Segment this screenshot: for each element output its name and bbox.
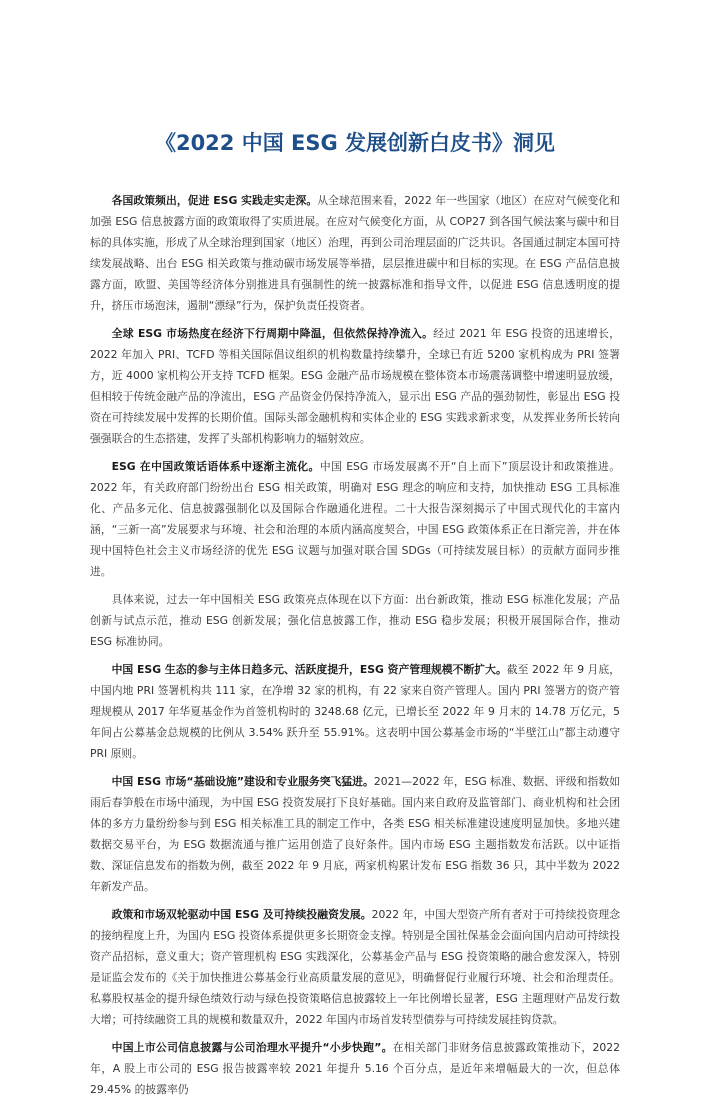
paragraph-text: 2021—2022 年，ESG 标准、数据、评级和指数如雨后春笋般在市场中涌现，为中国 ESG 投资发展打下良好基础。国内来自政府及监管部门、商业机构和社会团体的多方力量纷纷参与到 ESG 相关标准工具的制定工作中，各类 ESG 相关标准建设速度明显加快。多地兴建数据交易平台，为 ESG 数据流通与推广运用创造了良好条件。国内市场 ESG 主题指数发布活跃。以中证指数、深证信息发布的指数为例，截至 2022 年 9 月底，两家机构累计发布 ESG 指数 36 只，其中半数为 2022 年新发产品。 [90, 775, 620, 893]
paragraph-lead: 各国政策频出，促进 ESG 实践走实走深。 [111, 194, 318, 207]
paragraph-text: 中国 ESG 市场发展离不开“自上而下”顶层设计和政策推进。2022 年，有关政府部门纷纷出台 ESG 相关政策，明确对 ESG 理念的响应和支持，加快推动 ESG 工具标准化、产品多元化、信息披露强制化以及国际合作融通化进程。二十大报告深刻揭示了中国式现代化的丰富内涵，“三新一高”发展要求与环境、社会和治理的本质内涵高度契合，中国 ESG 政策体系正在日渐完善，并在体现中国特色社会主义市场经济的优先 ESG 议题与加强对联合国 SDGs（可持续发展目标）的贡献方面同步推进。 [90, 460, 620, 578]
paragraph-text: 从全球范围来看，2022 年一些国家（地区）在应对气候变化和加强 ESG 信息披露方面的政策取得了实质进展。在应对气候变化方面，从 COP27 到各国气候法案与碳中和目标的具体实施，形成了从全球治理到国家（地区）治理，再到公司治理层面的广泛共识。各国通过制定本国可持续发展战略、出台 ESG 相关政策与推动碳市场发展等举措，层层推进碳中和目标的实现。在 ESG 产品信息披露方面，欧盟、美国等经济体分别推进具有强制性的统一披露标准和指导文件，以促进 ESG 信息透明度的提升，挤压市场泡沫，遏制“漂绿”行为，保护负责任投资者。 [90, 194, 620, 312]
paragraph-text: 经过 2021 年 ESG 投资的迅速增长，2022 年加入 PRI、TCFD 等相关国际倡议组织的机构数量持续攀升，全球已有近 5200 家机构成为 PRI 签署方，近 4000 家机构公开支持 TCFD 框架。ESG 金融产品市场规模在整体资本市场震荡调整中增速明显放缓，但相较于传统金融产品的净流出，ESG 产品资金仍保持净流入，显示出 ESG 产品的强劲韧性，彰显出 ESG 投资在可持续发展中发挥的长期价值。国际头部金融机构和实体企业的 ESG 实践求新求变，从发挥业务所长转向强强联合的生态搭建，发挥了头部机构影响力的辐射效应。 [90, 327, 621, 445]
paragraph [90, 659, 620, 764]
paragraph-lead: 中国 ESG 市场“基础设施”建设和专业服务突飞猛进。 [111, 775, 374, 788]
paragraph [90, 1037, 620, 1100]
paragraph-lead: 全球 ESG 市场热度在经济下行周期中降温，但依然保持净流入。 [111, 327, 434, 340]
body-text [90, 190, 620, 1100]
paragraph-lead: 中国 ESG 生态的参与主体日趋多元、活跃度提升，ESG 资产管理规模不断扩大。 [111, 663, 507, 676]
paragraph-text: 在相关部门非财务信息披露政策推动下，2022 年，A 股上市公司的 ESG 报告披露率较 2021 年提升 5.16 个百分点，是近年来增幅最大的一次，但总体 29.45% 的披露率仍 [90, 1041, 620, 1096]
paragraph [90, 771, 620, 897]
paragraph-text: 具体来说，过去一年中国相关 ESG 政策亮点体现在以下方面：出台新政策，推动 ESG 标准化发展；产品创新与试点示范，推动 ESG 创新发展；强化信息披露工作，推动 ESG 稳步发展；积极开展国际合作，推动 ESG 标准协同。 [90, 593, 620, 648]
paragraph [90, 456, 620, 582]
paragraph-text: 2022 年，中国大型资产所有者对于可持续投资理念的接纳程度上升，为国内 ESG 投资体系提供更多长期资金支撑。特别是全国社保基金会面向国内启动可持续投资产品招标，意义重大；资产管理机构 ESG 实践深化，公募基金产品与 ESG 投资策略的融合愈发深入，特别是证监会发布的《关于加快推进公募基金行业高质量发展的意见》，明确督促行业履行环境、社会和治理责任。私募股权基金的提升绿色绩效行动与绿色投资策略信息披露较上一年比例增长显著，ESG 主题理财产品发行数大增；可持续融资工具的规模和数量双升，2022 年国内市场首发转型债券与可持续发展挂钩贷款。 [90, 908, 620, 1026]
paragraph-text: 截至 2022 年 9 月底，中国内地 PRI 签署机构共 111 家，在净增 32 家的机构，有 22 家来自资产管理人。国内 PRI 签署方的资产管理规模从 2017 年华夏基金作为首签机构时的 3248.68 亿元，已增长至 2022 年 9 月末的 14.78 万亿元，5 年间占公募基金总规模的比例从 3.54% 跃升至 55.91%。这表明中国公募基金市场的“半壁江山”都主动遵守 PRI 原则。 [90, 663, 620, 760]
paragraph-lead: 中国上市公司信息披露与公司治理水平提升“小步快跑”。 [111, 1041, 393, 1054]
paragraph [90, 904, 620, 1030]
paragraph [90, 589, 620, 652]
paragraph-lead: ESG 在中国政策话语体系中逐渐主流化。 [111, 460, 320, 473]
paragraph [90, 323, 620, 449]
paragraph [90, 190, 620, 316]
paragraph-lead: 政策和市场双轮驱动中国 ESG 及可持续投融资发展。 [111, 908, 372, 921]
page-title: 《2022 中国 ESG 发展创新白皮书》洞见 [154, 131, 556, 155]
